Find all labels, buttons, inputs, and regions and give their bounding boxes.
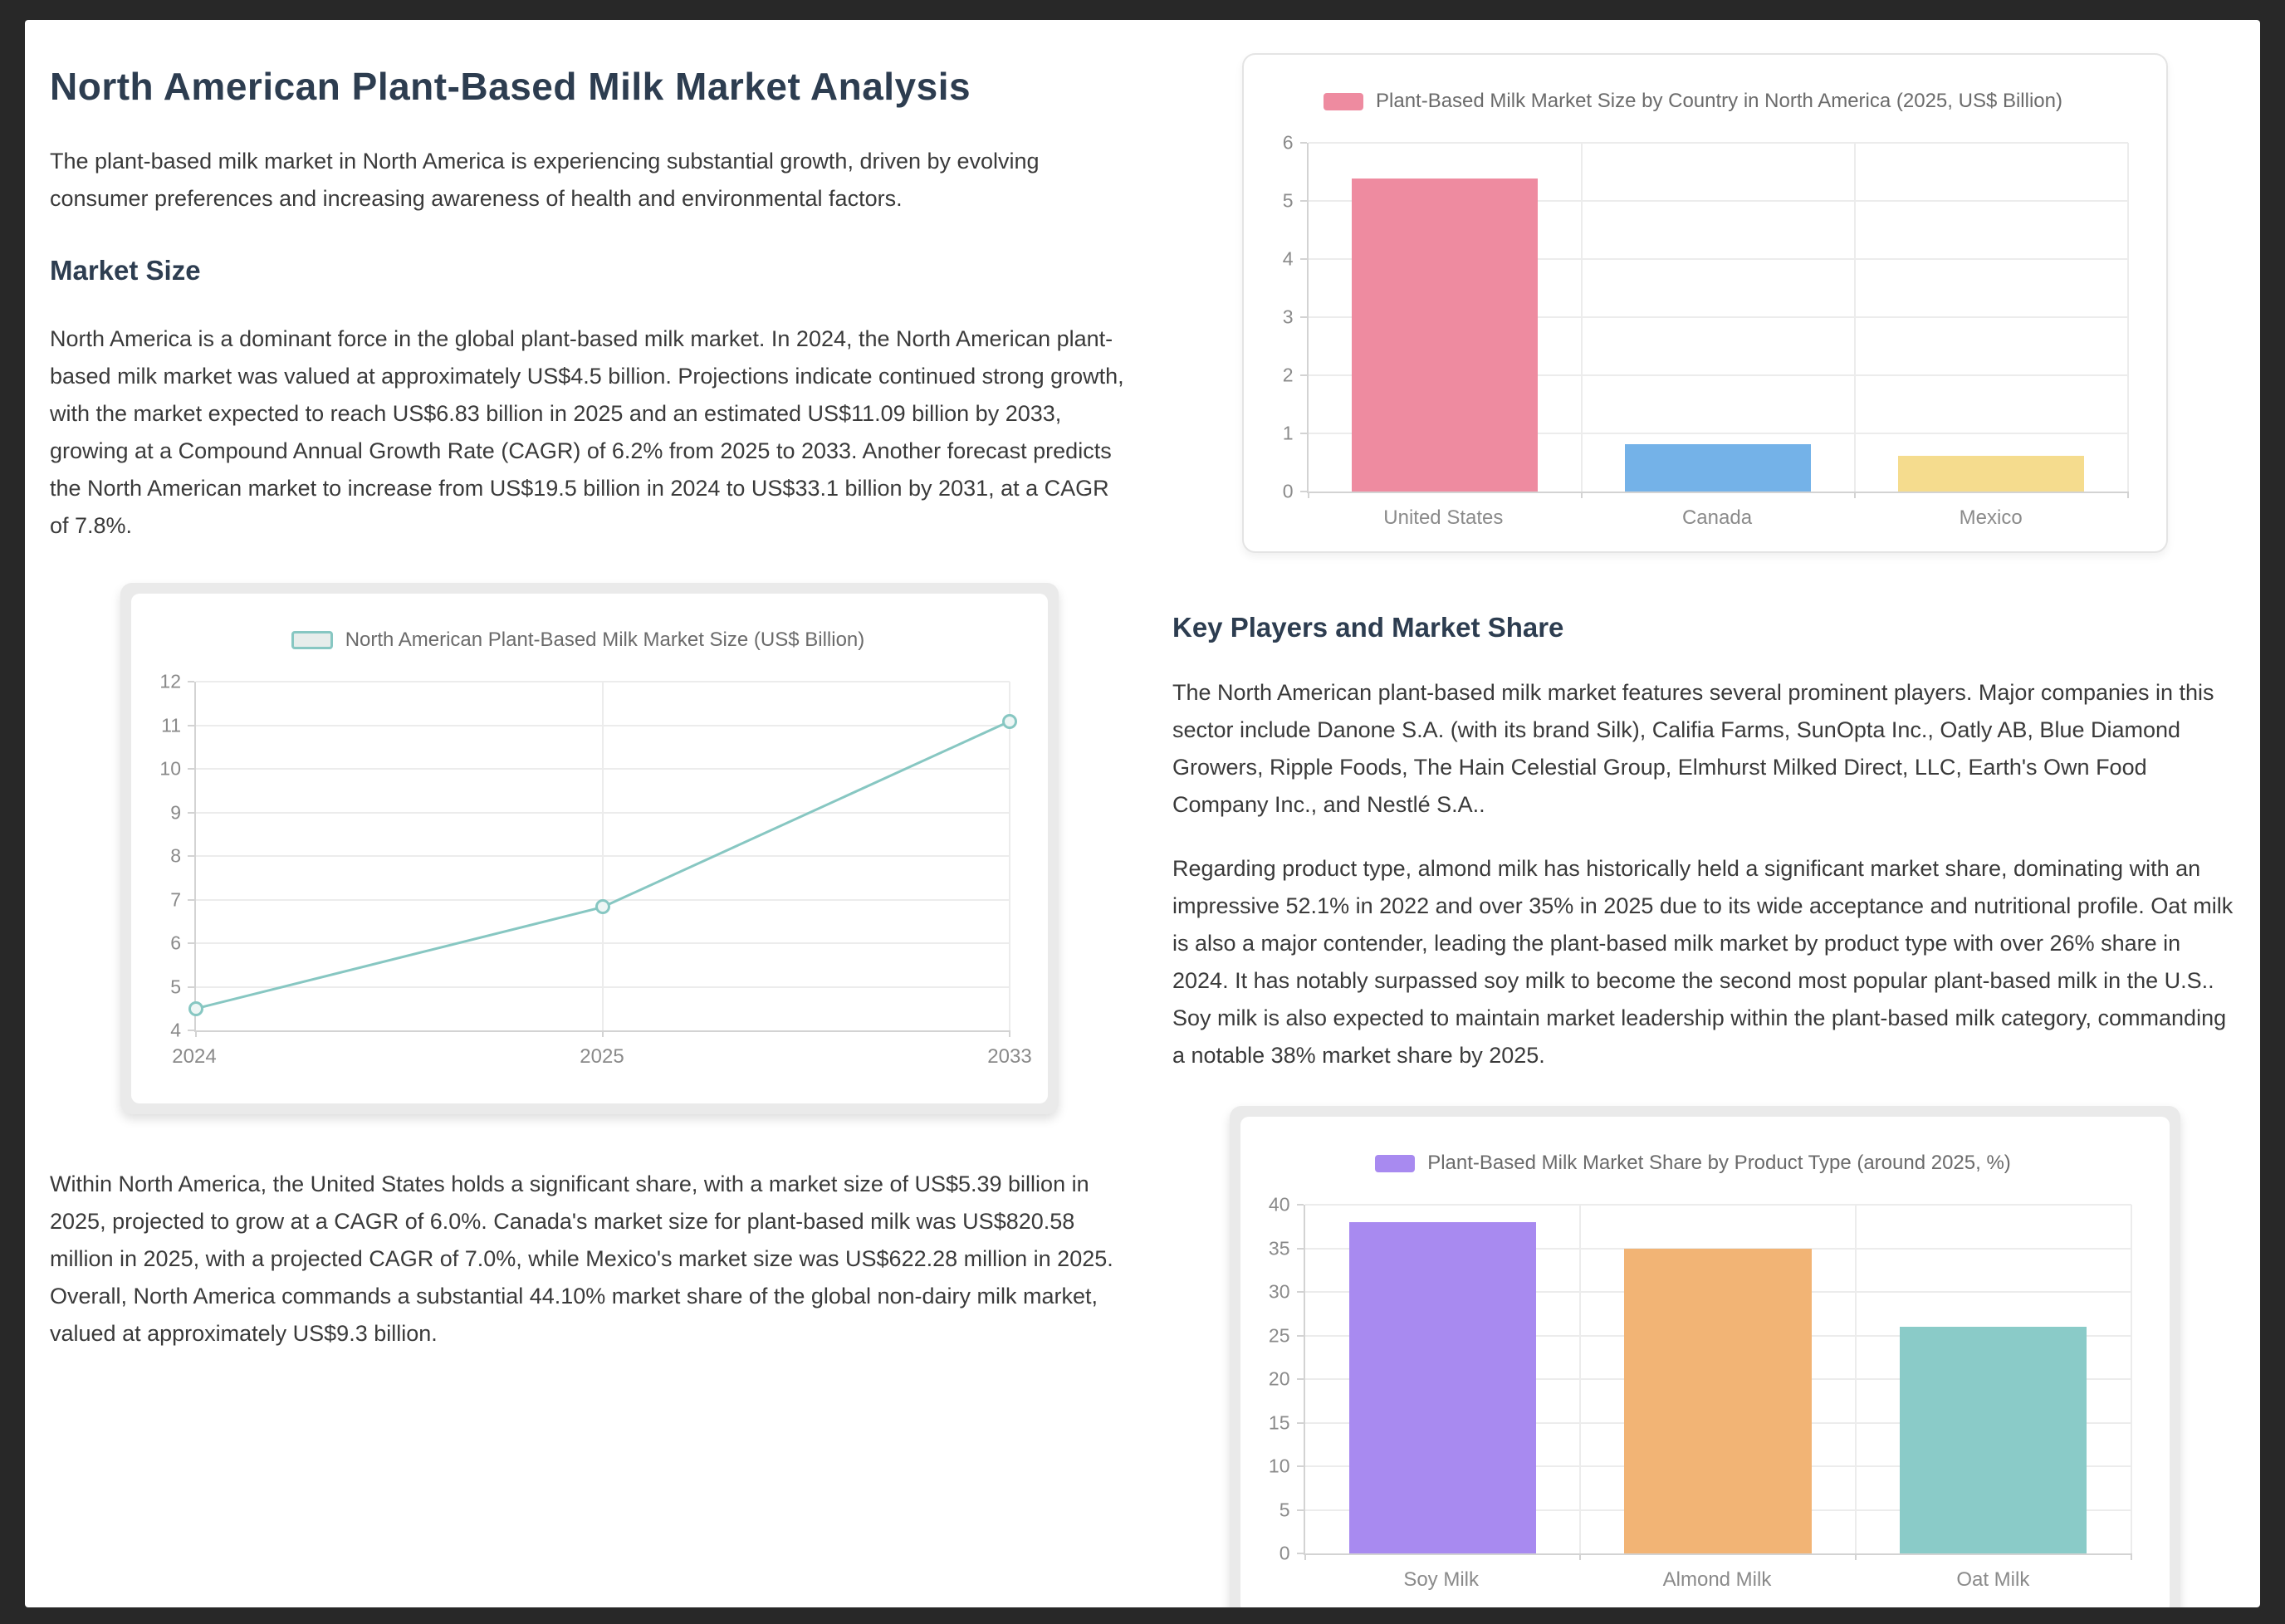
legend-swatch: [1324, 93, 1363, 110]
y-tick-label: 8: [170, 844, 181, 867]
y-axis: [146, 670, 194, 1041]
y-tick-label: 5: [170, 976, 181, 997]
y-tick-label: 1: [1282, 422, 1294, 444]
gridline-vertical: [2127, 143, 2129, 492]
y-tick-mark: [188, 942, 194, 944]
y-tick-mark: [1297, 1422, 1304, 1424]
x-axis-labels: [1307, 493, 2128, 530]
content-card: [25, 20, 2260, 1607]
y-tick-label: 35: [1268, 1237, 1290, 1259]
market-size-paragraph: North America is a dominant force in the global plant-based milk market. In 2024, the North American plant-based milk market was valued at approximately US$4.5 billion. Projections indicate continued strong growth, with the market expected to reach US$6.83 billion in 2025 and an estimated US$11.09 billion by 2033, growing at a Compound Annual Growth Rate (CAGR) of 6.2% from 2025 to 2033. Another forecast predicts the North American market to increase from US$19.5 billion in 2024 to US$33.1 billion by 2031, at a CAGR of 7.8%.: [50, 326, 1124, 538]
y-tick-label: 0: [1282, 480, 1294, 502]
y-tick-label: 2: [1282, 364, 1294, 386]
y-tick-mark: [188, 725, 194, 726]
country-bar-chart-area: [1244, 55, 2166, 551]
key-players-heading: Key Players and Market Share: [1172, 612, 1564, 643]
y-tick-label: 40: [1268, 1193, 1290, 1216]
page-title: North American Plant-Based Milk Market Analysis: [50, 65, 971, 108]
left-column: [50, 50, 1129, 1607]
y-axis: [1255, 1193, 1304, 1564]
x-tick-label: 2025: [580, 1045, 624, 1068]
y-tick-mark: [188, 986, 194, 988]
y-tick-label: 11: [161, 714, 181, 736]
gridline-vertical: [1579, 1205, 1581, 1553]
legend-swatch: [291, 631, 333, 649]
x-axis-labels: [172, 1032, 1032, 1082]
y-tick-label: 3: [1282, 306, 1294, 328]
y-tick-mark: [1297, 1204, 1304, 1206]
x-tick-label: Mexico: [1959, 506, 2023, 529]
y-tick-label: 25: [1268, 1324, 1290, 1346]
y-tick-mark: [1300, 200, 1307, 202]
x-tick-mark: [1579, 1553, 1581, 1560]
intro-paragraph: The plant-based milk market in North America is experiencing substantial growth, driven by evolving consumer preferences and increasing awareness of health and environmental factors.: [50, 149, 1040, 211]
y-axis: [1259, 131, 1307, 502]
y-tick-mark: [1297, 1335, 1304, 1337]
gridline-vertical: [2131, 1205, 2132, 1553]
x-tick-mark: [1581, 492, 1583, 498]
right-column: [1172, 50, 2237, 1607]
y-tick-mark: [188, 768, 194, 770]
x-tick-label: Canada: [1681, 506, 1753, 529]
x-tick-label: Oat Milk: [1956, 1568, 2030, 1591]
product-bar-chart-area: [1240, 1117, 2170, 1607]
product-share-bar-chart: [1230, 1106, 2180, 1607]
y-tick-mark: [1297, 1553, 1304, 1554]
x-tick-mark: [1855, 1553, 1857, 1560]
y-tick-label: 6: [170, 932, 181, 954]
chart-body: [1259, 131, 2128, 502]
product-bar-chart-card: [1240, 1117, 2170, 1607]
bar-soy-milk: [1349, 1222, 1537, 1553]
x-tick-mark: [1308, 492, 1309, 498]
plot-area: [194, 682, 1010, 1032]
y-tick-mark: [1297, 1509, 1304, 1511]
y-tick-mark: [188, 812, 194, 814]
y-tick-label: 6: [1282, 131, 1294, 154]
line-chart-area: [131, 594, 1048, 1103]
y-tick-label: 12: [159, 670, 181, 692]
y-tick-label: 9: [170, 801, 181, 823]
line-point-2033: [1002, 714, 1017, 729]
x-tick-label: 2033: [987, 1045, 1032, 1068]
y-tick-label: 10: [159, 757, 181, 780]
country-bar-chart: [1242, 53, 2168, 553]
chart-legend: [1255, 1152, 2131, 1175]
y-tick-mark: [1297, 1378, 1304, 1380]
key-players-paragraph: The North American plant-based milk market features several prominent players. Major companies in this sector include Danone S.A. (with its brand Silk), Califia Farms, SunOpta Inc., Oatly AB, Blue Diamond Growers, Ripple Foods, The Hain Celestial Group, Elmhurst Milked Direct, LLC, Earth's Own Food Company Inc., and Nestlé S.A..: [1172, 680, 2214, 817]
x-tick-label: Almond Milk: [1662, 1568, 1772, 1591]
y-tick-label: 4: [170, 1019, 181, 1041]
y-tick-mark: [1300, 258, 1307, 260]
legend-label: Plant-Based Milk Market Share by Product Type (around 2025, %): [1427, 1152, 2011, 1174]
legend-swatch: [1375, 1155, 1415, 1172]
y-tick-label: 30: [1268, 1280, 1290, 1303]
x-tick-label: Soy Milk: [1403, 1568, 1479, 1591]
market-size-heading: Market Size: [50, 255, 201, 286]
gridline-vertical: [1855, 1205, 1857, 1553]
y-tick-mark: [1300, 491, 1307, 492]
product-share-paragraph: Regarding product type, almond milk has historically held a significant market share, dominating with an impressive 52.1% in 2022 and over 35% in 2025 due to its wide acceptance and nutritional profile. Oat milk is also a major contender, leading the plant-based milk market by product type with over 26% share in 2024. It has notably surpassed soy milk to become the second most popular plant-based milk in the U.S.. Soy milk is also expected to maintain market leadership within the plant-based milk category, commanding a notable 38% market share by 2025.: [1172, 856, 2234, 1068]
y-tick-mark: [188, 899, 194, 901]
y-tick-mark: [1300, 374, 1307, 376]
bar-oat-milk: [1900, 1327, 2087, 1553]
country-breakdown-paragraph: Within North America, the United States holds a significant share, with a market size of US$5.39 billion in 2025, projected to grow at a CAGR of 6.0%. Canada's market size for plant-based milk was US$820.58 million in 2025, with a projected CAGR of 7.0%, while Mexico's market size was US$622.28 million in 2025. Overall, North America commands a substantial 44.10% market share of the global non-dairy milk market, valued at approximately US$9.3 billion.: [50, 1172, 1113, 1346]
line-point-2025: [595, 899, 610, 914]
y-tick-mark: [1300, 433, 1307, 434]
y-tick-mark: [1300, 142, 1307, 144]
bar-almond-milk: [1624, 1249, 1812, 1554]
gridline-horizontal: [1305, 1204, 2131, 1206]
chart-body: [1255, 1193, 2131, 1564]
line-point-2024: [188, 1001, 203, 1016]
bar-canada: [1625, 444, 1811, 492]
y-tick-label: 5: [1282, 189, 1294, 212]
y-tick-label: 5: [1279, 1499, 1290, 1520]
chart-legend: [146, 629, 1010, 652]
x-axis-labels: [1304, 1555, 2131, 1592]
y-tick-label: 15: [1268, 1411, 1290, 1433]
y-tick-mark: [188, 855, 194, 857]
y-tick-label: 0: [1279, 1542, 1290, 1564]
y-tick-label: 7: [170, 888, 181, 910]
line-chart-card: [131, 594, 1048, 1103]
y-tick-label: 20: [1268, 1367, 1290, 1390]
bar-united-states: [1352, 179, 1538, 492]
market-size-line-chart: [120, 583, 1059, 1114]
x-tick-label: United States: [1383, 506, 1504, 529]
plot-area: [1307, 143, 2128, 493]
bar-mexico: [1898, 456, 2084, 492]
y-tick-mark: [1297, 1248, 1304, 1250]
gridline-horizontal: [1309, 142, 2128, 144]
x-tick-label: 2024: [172, 1045, 217, 1068]
line-series: [196, 682, 1010, 1030]
y-tick-mark: [1300, 316, 1307, 318]
y-tick-mark: [188, 1030, 194, 1031]
plot-area: [1304, 1205, 2131, 1555]
y-tick-label: 4: [1282, 247, 1294, 270]
chart-body: [146, 670, 1010, 1041]
x-tick-mark: [2131, 1553, 2132, 1560]
x-tick-mark: [1854, 492, 1856, 498]
y-tick-mark: [1297, 1465, 1304, 1467]
legend-label: Plant-Based Milk Market Size by Country in North America (2025, US$ Billion): [1376, 90, 2062, 112]
gridline-vertical: [1581, 143, 1583, 492]
y-tick-label: 10: [1268, 1455, 1290, 1477]
y-tick-mark: [1297, 1291, 1304, 1293]
y-tick-mark: [188, 681, 194, 682]
x-tick-mark: [1304, 1553, 1306, 1560]
two-column-layout: [25, 20, 2260, 1607]
x-tick-mark: [2127, 492, 2129, 498]
chart-legend: [1259, 90, 2128, 113]
gridline-vertical: [1854, 143, 1856, 492]
legend-label: North American Plant-Based Milk Market Size (US$ Billion): [345, 629, 865, 651]
